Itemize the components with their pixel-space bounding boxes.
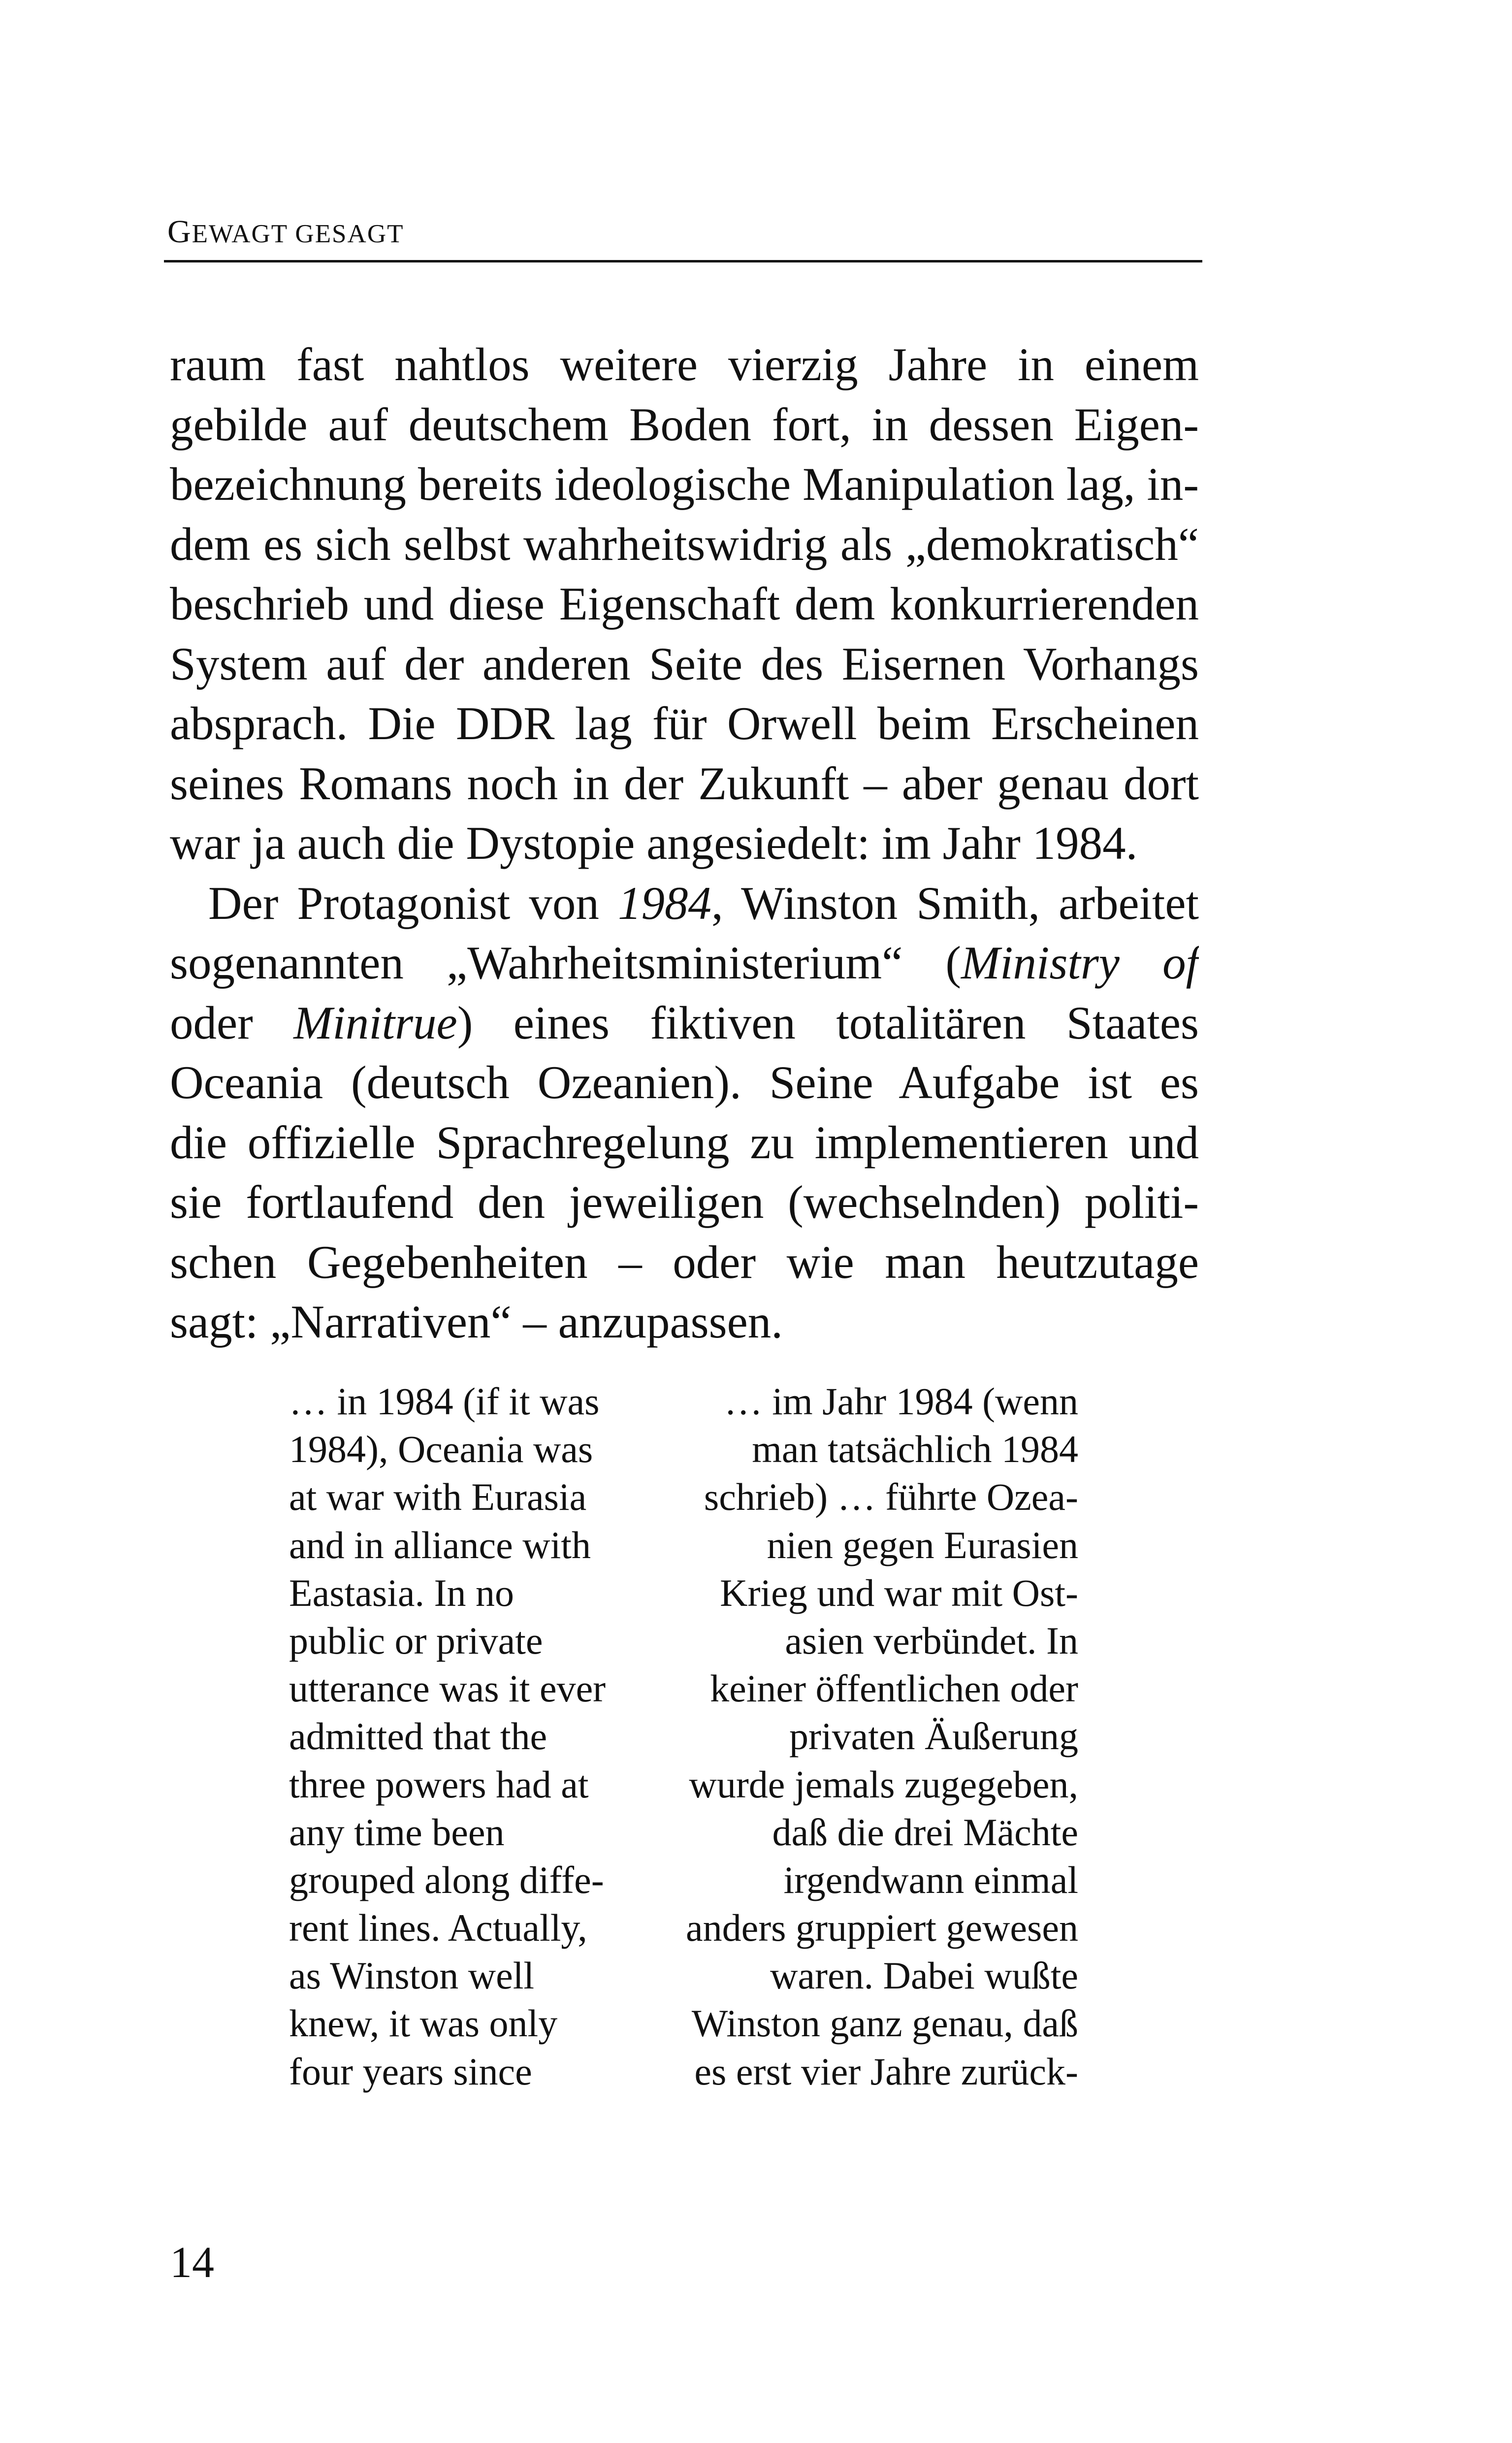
quote-line: … in 1984 (if it was: [289, 1380, 600, 1423]
quote-german-column: [670, 1377, 1078, 2095]
body-line: Oceania (deutsch Ozeanien). Seine Aufgabe ist es: [170, 1056, 1199, 1108]
quote-line: schrieb) … führte Ozea-: [704, 1475, 1078, 1519]
quote-line: irgendwann einmal: [783, 1858, 1078, 1901]
quote-line: knew, it was only: [289, 2002, 558, 2045]
quote-line: daß die drei Mächte: [772, 1810, 1078, 1854]
quote-line: Winston ganz genau, daß: [691, 2002, 1078, 2045]
body-line: war ja auch die Dystopie angesiedelt: im Jahr 1984.: [170, 817, 1138, 869]
body-line: dem es sich selbst wahrheitswidrig als „demokratisch“: [170, 518, 1199, 570]
quote-line: four years since: [289, 2050, 532, 2093]
quote-line: asien verbündet. In: [785, 1619, 1078, 1662]
header-rule: [164, 260, 1202, 262]
body-line: absprach. Die DDR lag für Orwell beim Erscheinen: [170, 697, 1199, 749]
quote-line: and in alliance with: [289, 1523, 591, 1566]
body-line: sagt: „Narrativen“ – anzupassen.: [170, 1296, 783, 1348]
quote-english-column: [289, 1377, 634, 2095]
minitrue-term: Minitrue: [293, 996, 457, 1049]
paragraph-2-line-2: sogenannten „Wahrheitsministerium“ (Ministry of: [170, 933, 1199, 993]
body-line: raum fast nahtlos weitere vierzig Jahre in einem: [170, 338, 1199, 391]
quote-line: nien gegen Eurasien: [767, 1523, 1078, 1566]
quote-line: man tatsächlich 1984: [752, 1428, 1078, 1471]
quote-line: admitted that the: [289, 1715, 547, 1758]
body-line: schen Gegebenheiten – oder wie man heutzutage: [170, 1236, 1199, 1288]
quote-line: any time been: [289, 1810, 505, 1854]
quote-line: Eastasia. In no: [289, 1571, 515, 1614]
running-head: [167, 216, 404, 248]
quote-line: at war with Eurasia: [289, 1475, 587, 1519]
quote-line: grouped along diffe-: [289, 1858, 604, 1901]
page-number: 14: [170, 2238, 214, 2287]
quote-line: wurde jemals zugegeben,: [689, 1762, 1078, 1806]
quote-line: three powers had at: [289, 1762, 589, 1806]
quote-line: public or private: [289, 1619, 543, 1662]
body-line: gebilde auf deutschem Boden fort, in dessen Eigen-: [170, 398, 1199, 451]
quote-line: Krieg und war mit Ost-: [720, 1571, 1078, 1614]
quote-line: rent lines. Actually,: [289, 1906, 587, 1950]
quote-line: … im Jahr 1984 (wenn: [724, 1380, 1078, 1423]
quote-line: waren. Dabei wußte: [770, 1954, 1078, 1997]
body-line: bezeichnung bereits ideologische Manipulation lag, in-: [170, 458, 1199, 510]
quote-line: es erst vier Jahre zurück-: [694, 2050, 1078, 2093]
body-line: System auf der anderen Seite des Eisernen Vorhangs: [170, 637, 1199, 690]
body-line: sie fortlaufend den jeweiligen (wechselnden) politi-: [170, 1176, 1199, 1228]
body-line: die offizielle Sprachregelung zu implementieren und: [170, 1116, 1199, 1169]
book-title: 1984: [617, 877, 711, 929]
quote-line: anders gruppiert gewesen: [685, 1906, 1078, 1950]
running-head-rest: EWAGT GESAGT: [192, 220, 404, 248]
paragraph-2-line-1: Der Protagonist von 1984, Winston Smith, arbeitet: [208, 877, 1199, 929]
main-text: [170, 335, 1199, 1352]
quote-line: utterance was it ever: [289, 1667, 606, 1710]
quote-line: 1984), Oceania was: [289, 1428, 593, 1471]
quote-line: as Winston well: [289, 1954, 535, 1997]
quote-line: keiner öffentlichen oder: [710, 1667, 1078, 1710]
ministry-name: Ministry of: [961, 937, 1199, 989]
quote-line: privaten Äußerung: [789, 1715, 1078, 1758]
paragraph-2-line-3: oder Minitrue) eines fiktiven totalitären Staates: [170, 996, 1199, 1049]
body-line: seines Romans noch in der Zukunft – aber genau dort: [170, 757, 1199, 810]
body-line: beschrieb und diese Eigenschaft dem konkurrierenden: [170, 578, 1199, 630]
running-head-initial: G: [167, 214, 192, 250]
